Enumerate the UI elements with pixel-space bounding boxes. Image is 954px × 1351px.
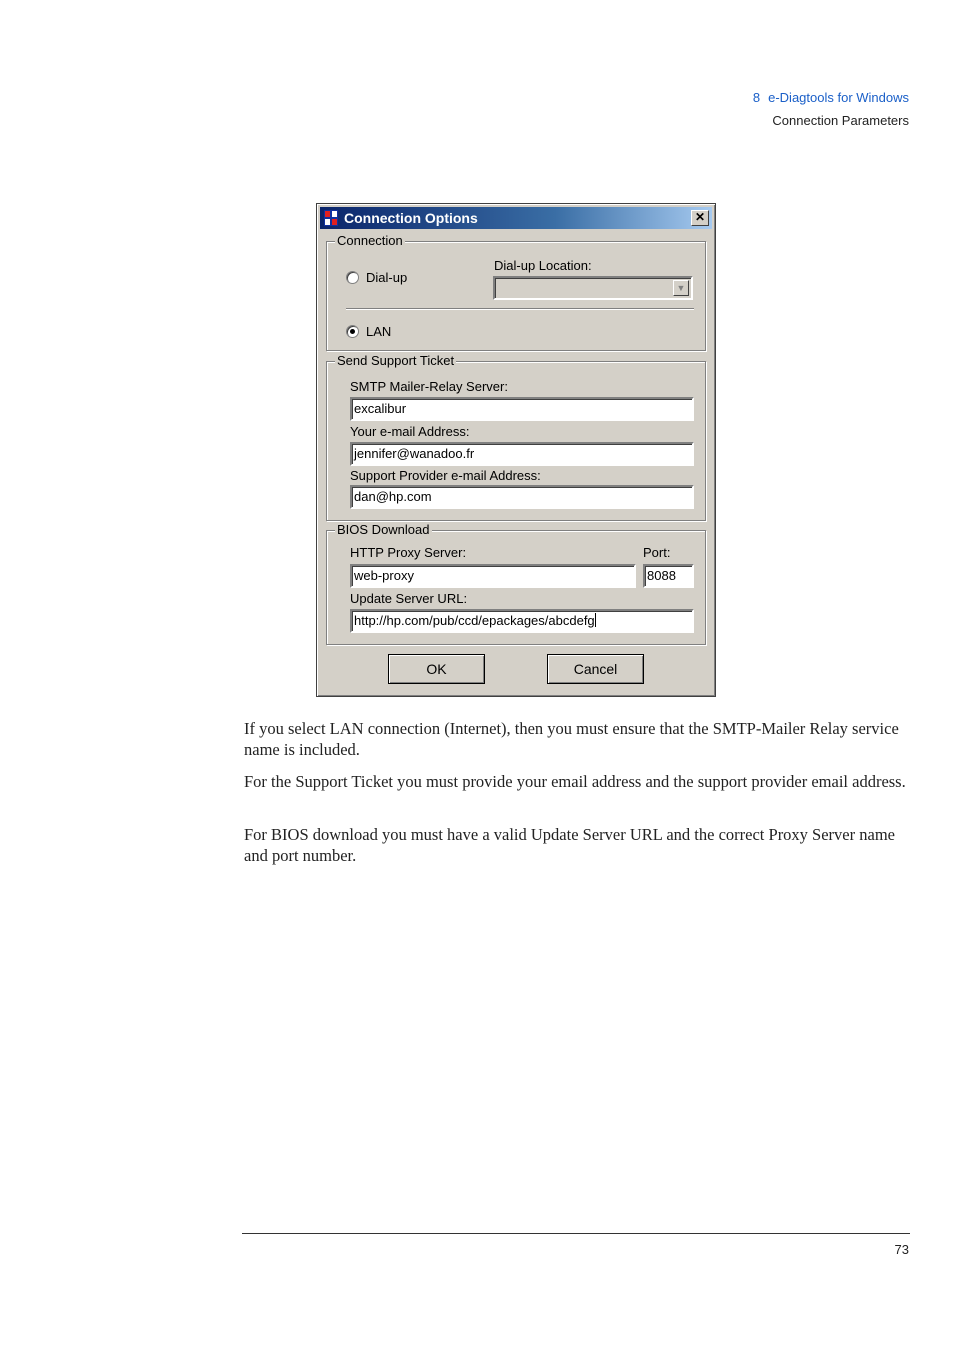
dialup-location-label: Dial-up Location: bbox=[494, 258, 592, 273]
smtp-label: SMTP Mailer-Relay Server: bbox=[350, 379, 508, 394]
email-label: Your e-mail Address: bbox=[350, 424, 470, 439]
chevron-down-icon[interactable]: ▼ bbox=[673, 280, 689, 296]
dialog-titlebar[interactable] bbox=[320, 207, 712, 229]
support-ticket-group bbox=[326, 353, 706, 521]
update-url-input[interactable] bbox=[350, 609, 694, 633]
bios-download-legend: BIOS Download bbox=[337, 522, 430, 537]
connection-separator bbox=[346, 308, 694, 310]
provider-email-input[interactable]: dan@hp.com bbox=[350, 485, 694, 509]
proxy-label: HTTP Proxy Server: bbox=[350, 545, 467, 560]
paragraph-support-ticket: For the Support Ticket you must provide your email address and the support provider email address. bbox=[244, 772, 906, 791]
support-ticket-legend: Send Support Ticket bbox=[337, 353, 455, 368]
url-label: Update Server URL: bbox=[350, 591, 468, 606]
section-title: Connection Parameters bbox=[772, 113, 909, 128]
dialup-location-select[interactable] bbox=[493, 276, 693, 300]
footer-rule bbox=[242, 1233, 910, 1234]
port-input[interactable]: 8088 bbox=[643, 564, 694, 588]
lan-radio[interactable] bbox=[346, 325, 359, 338]
close-icon[interactable]: ✕ bbox=[691, 210, 709, 226]
page-number: 73 bbox=[894, 1242, 909, 1257]
email-input[interactable]: jennifer@wanadoo.fr bbox=[350, 442, 694, 466]
bios-download-group bbox=[326, 522, 706, 645]
connection-legend: Connection bbox=[337, 233, 403, 248]
dialup-label[interactable]: Dial-up bbox=[366, 270, 408, 285]
cancel-button[interactable]: Cancel bbox=[547, 654, 644, 684]
chapter-number: 8 bbox=[752, 90, 761, 105]
dialup-radio[interactable] bbox=[346, 271, 359, 284]
paragraph-lan: If you select LAN connection (Internet), then you must ensure that the SMTP-Mailer Relay service name is included. bbox=[244, 719, 899, 759]
proxy-server-input[interactable]: web-proxy bbox=[350, 564, 636, 588]
text-caret bbox=[595, 613, 596, 627]
port-label: Port: bbox=[643, 545, 671, 560]
smtp-server-input[interactable]: excalibur bbox=[350, 397, 694, 421]
chapter-title: e-Diagtools for Windows bbox=[768, 90, 909, 105]
app-icon bbox=[324, 210, 338, 226]
ok-button[interactable]: OK bbox=[388, 654, 485, 684]
update-url-value: http://hp.com/pub/ccd/epackages/abcdefg bbox=[354, 613, 595, 628]
connection-group bbox=[326, 233, 706, 351]
provider-email-label: Support Provider e-mail Address: bbox=[350, 468, 541, 483]
dialog-title: Connection Options bbox=[344, 210, 478, 226]
lan-radio-selected-dot bbox=[350, 329, 355, 334]
paragraph-bios: For BIOS download you must have a valid Update Server URL and the correct Proxy Server name and port number. bbox=[244, 825, 895, 865]
lan-label[interactable]: LAN bbox=[366, 324, 392, 339]
chapter-heading bbox=[753, 90, 909, 105]
connection-options-dialog bbox=[316, 203, 716, 697]
